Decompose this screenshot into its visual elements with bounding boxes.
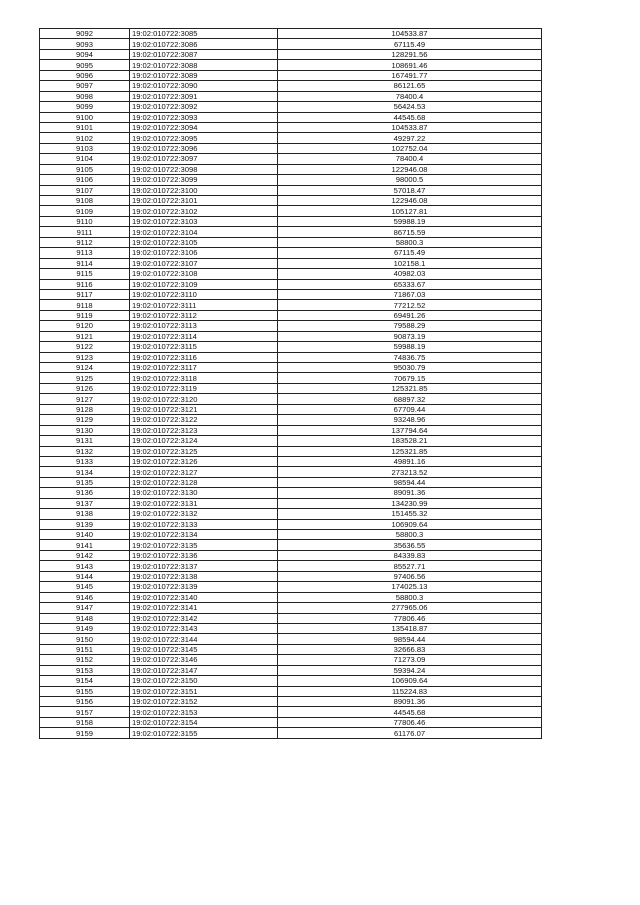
cadastral-number-cell: 19:02:010722:3094 <box>130 122 278 132</box>
row-number-cell: 9108 <box>40 196 130 206</box>
row-number-cell: 9107 <box>40 185 130 195</box>
cadastral-number-cell: 19:02:010722:3115 <box>130 342 278 352</box>
cadastral-number-cell: 19:02:010722:3086 <box>130 39 278 49</box>
cadastral-number-cell: 19:02:010722:3155 <box>130 728 278 738</box>
cadastral-number-cell: 19:02:010722:3142 <box>130 613 278 623</box>
cadastral-number-cell: 19:02:010722:3108 <box>130 269 278 279</box>
cadastral-number-cell: 19:02:010722:3101 <box>130 196 278 206</box>
row-number-cell: 9104 <box>40 154 130 164</box>
table-row <box>40 154 542 164</box>
row-number-cell: 9105 <box>40 164 130 174</box>
value-cell: 78400.4 <box>278 91 542 101</box>
row-number-cell: 9100 <box>40 112 130 122</box>
cadastral-number-cell: 19:02:010722:3100 <box>130 185 278 195</box>
value-cell: 58800.3 <box>278 237 542 247</box>
table-row <box>40 561 542 571</box>
table-row <box>40 613 542 623</box>
row-number-cell: 9143 <box>40 561 130 571</box>
value-cell: 71273.09 <box>278 655 542 665</box>
value-cell: 104533.87 <box>278 122 542 132</box>
table-row <box>40 592 542 602</box>
value-cell: 108691.46 <box>278 60 542 70</box>
value-cell: 78400.4 <box>278 154 542 164</box>
value-cell: 44545.68 <box>278 707 542 717</box>
table-row <box>40 331 542 341</box>
cadastral-number-cell: 19:02:010722:3141 <box>130 603 278 613</box>
cadastral-number-cell: 19:02:010722:3118 <box>130 373 278 383</box>
row-number-cell: 9144 <box>40 571 130 581</box>
cadastral-number-cell: 19:02:010722:3087 <box>130 49 278 59</box>
value-cell: 128291.56 <box>278 49 542 59</box>
table-row <box>40 49 542 59</box>
row-number-cell: 9103 <box>40 143 130 153</box>
row-number-cell: 9111 <box>40 227 130 237</box>
table-row <box>40 686 542 696</box>
row-number-cell: 9158 <box>40 717 130 727</box>
value-cell: 174025.13 <box>278 582 542 592</box>
cadastral-number-cell: 19:02:010722:3111 <box>130 300 278 310</box>
table-row <box>40 603 542 613</box>
table-row <box>40 342 542 352</box>
table-row <box>40 477 542 487</box>
value-cell: 49891.16 <box>278 456 542 466</box>
cadastral-number-cell: 19:02:010722:3132 <box>130 509 278 519</box>
value-cell: 102752.04 <box>278 143 542 153</box>
row-number-cell: 9150 <box>40 634 130 644</box>
value-cell: 67709.44 <box>278 404 542 414</box>
value-cell: 125321.85 <box>278 446 542 456</box>
value-cell: 69491.26 <box>278 310 542 320</box>
value-cell: 122946.08 <box>278 164 542 174</box>
value-cell: 65333.67 <box>278 279 542 289</box>
row-number-cell: 9135 <box>40 477 130 487</box>
value-cell: 98594.44 <box>278 477 542 487</box>
cadastral-number-cell: 19:02:010722:3126 <box>130 456 278 466</box>
value-cell: 86715.59 <box>278 227 542 237</box>
cadastral-number-cell: 19:02:010722:3092 <box>130 102 278 112</box>
cadastral-number-cell: 19:02:010722:3093 <box>130 112 278 122</box>
value-cell: 49297.22 <box>278 133 542 143</box>
table-row <box>40 676 542 686</box>
cadastral-number-cell: 19:02:010722:3090 <box>130 81 278 91</box>
cadastral-number-cell: 19:02:010722:3096 <box>130 143 278 153</box>
row-number-cell: 9130 <box>40 425 130 435</box>
cadastral-number-cell: 19:02:010722:3122 <box>130 415 278 425</box>
value-cell: 84339.83 <box>278 550 542 560</box>
value-cell: 79588.29 <box>278 321 542 331</box>
table-row <box>40 321 542 331</box>
table-row <box>40 363 542 373</box>
table-row <box>40 216 542 226</box>
value-cell: 89091.36 <box>278 697 542 707</box>
cadastral-number-cell: 19:02:010722:3116 <box>130 352 278 362</box>
table-row <box>40 707 542 717</box>
value-cell: 77806.46 <box>278 613 542 623</box>
row-number-cell: 9151 <box>40 644 130 654</box>
row-number-cell: 9097 <box>40 81 130 91</box>
row-number-cell: 9114 <box>40 258 130 268</box>
cadastral-number-cell: 19:02:010722:3110 <box>130 289 278 299</box>
row-number-cell: 9131 <box>40 436 130 446</box>
cadastral-number-cell: 19:02:010722:3124 <box>130 436 278 446</box>
table-row <box>40 122 542 132</box>
row-number-cell: 9133 <box>40 456 130 466</box>
table-row <box>40 91 542 101</box>
table-row <box>40 81 542 91</box>
value-cell: 93248.96 <box>278 415 542 425</box>
row-number-cell: 9096 <box>40 70 130 80</box>
cadastral-number-cell: 19:02:010722:3140 <box>130 592 278 602</box>
row-number-cell: 9138 <box>40 509 130 519</box>
row-number-cell: 9152 <box>40 655 130 665</box>
value-cell: 273213.52 <box>278 467 542 477</box>
table-row <box>40 446 542 456</box>
value-cell: 68897.32 <box>278 394 542 404</box>
cadastral-number-cell: 19:02:010722:3133 <box>130 519 278 529</box>
table-row <box>40 404 542 414</box>
table-row <box>40 383 542 393</box>
row-number-cell: 9153 <box>40 665 130 675</box>
cadastral-number-cell: 19:02:010722:3121 <box>130 404 278 414</box>
value-cell: 167491.77 <box>278 70 542 80</box>
value-cell: 40982.03 <box>278 269 542 279</box>
value-cell: 104533.87 <box>278 29 542 39</box>
table-row <box>40 310 542 320</box>
value-cell: 102158.1 <box>278 258 542 268</box>
row-number-cell: 9127 <box>40 394 130 404</box>
cadastral-number-cell: 19:02:010722:3098 <box>130 164 278 174</box>
row-number-cell: 9156 <box>40 697 130 707</box>
cadastral-number-cell: 19:02:010722:3117 <box>130 363 278 373</box>
value-cell: 58800.3 <box>278 592 542 602</box>
cadastral-number-cell: 19:02:010722:3123 <box>130 425 278 435</box>
value-cell: 70679.15 <box>278 373 542 383</box>
table-row <box>40 498 542 508</box>
row-number-cell: 9106 <box>40 175 130 185</box>
cadastral-number-cell: 19:02:010722:3139 <box>130 582 278 592</box>
table-row <box>40 488 542 498</box>
cadastral-number-cell: 19:02:010722:3147 <box>130 665 278 675</box>
value-cell: 67115.49 <box>278 39 542 49</box>
table-row <box>40 185 542 195</box>
row-number-cell: 9159 <box>40 728 130 738</box>
value-cell: 151455.32 <box>278 509 542 519</box>
cadastral-number-cell: 19:02:010722:3137 <box>130 561 278 571</box>
value-cell: 105127.81 <box>278 206 542 216</box>
table-row <box>40 697 542 707</box>
row-number-cell: 9126 <box>40 383 130 393</box>
value-cell: 106909.64 <box>278 676 542 686</box>
table-row <box>40 540 542 550</box>
value-cell: 135418.87 <box>278 623 542 633</box>
row-number-cell: 9157 <box>40 707 130 717</box>
row-number-cell: 9142 <box>40 550 130 560</box>
table-row <box>40 279 542 289</box>
row-number-cell: 9148 <box>40 613 130 623</box>
value-cell: 97406.56 <box>278 571 542 581</box>
cadastral-number-cell: 19:02:010722:3114 <box>130 331 278 341</box>
value-cell: 59988.19 <box>278 342 542 352</box>
table-row <box>40 196 542 206</box>
value-cell: 115224.83 <box>278 686 542 696</box>
table-row <box>40 70 542 80</box>
row-number-cell: 9132 <box>40 446 130 456</box>
cadastral-number-cell: 19:02:010722:3097 <box>130 154 278 164</box>
row-number-cell: 9099 <box>40 102 130 112</box>
row-number-cell: 9094 <box>40 49 130 59</box>
value-cell: 58800.3 <box>278 530 542 540</box>
row-number-cell: 9141 <box>40 540 130 550</box>
cadastral-number-cell: 19:02:010722:3154 <box>130 717 278 727</box>
table-row <box>40 112 542 122</box>
cadastral-number-cell: 19:02:010722:3146 <box>130 655 278 665</box>
cadastral-number-cell: 19:02:010722:3119 <box>130 383 278 393</box>
row-number-cell: 9124 <box>40 363 130 373</box>
table-row <box>40 102 542 112</box>
cadastral-number-cell: 19:02:010722:3091 <box>130 91 278 101</box>
row-number-cell: 9102 <box>40 133 130 143</box>
value-cell: 32666.83 <box>278 644 542 654</box>
value-cell: 59988.19 <box>278 216 542 226</box>
cadastral-number-cell: 19:02:010722:3152 <box>130 697 278 707</box>
row-number-cell: 9112 <box>40 237 130 247</box>
row-number-cell: 9098 <box>40 91 130 101</box>
table-row <box>40 519 542 529</box>
row-number-cell: 9117 <box>40 289 130 299</box>
table-row <box>40 665 542 675</box>
row-number-cell: 9140 <box>40 530 130 540</box>
table-row <box>40 373 542 383</box>
table-row <box>40 467 542 477</box>
cadastral-number-cell: 19:02:010722:3127 <box>130 467 278 477</box>
value-cell: 277965.06 <box>278 603 542 613</box>
table-row <box>40 550 542 560</box>
table-row <box>40 227 542 237</box>
cadastral-number-cell: 19:02:010722:3136 <box>130 550 278 560</box>
row-number-cell: 9146 <box>40 592 130 602</box>
table-row <box>40 248 542 258</box>
value-cell: 86121.65 <box>278 81 542 91</box>
table-row <box>40 60 542 70</box>
table-row <box>40 133 542 143</box>
value-cell: 71867.03 <box>278 289 542 299</box>
value-cell: 89091.36 <box>278 488 542 498</box>
cadastral-number-cell: 19:02:010722:3143 <box>130 623 278 633</box>
row-number-cell: 9134 <box>40 467 130 477</box>
value-cell: 98594.44 <box>278 634 542 644</box>
value-cell: 77806.46 <box>278 717 542 727</box>
table-row <box>40 530 542 540</box>
cadastral-number-cell: 19:02:010722:3109 <box>130 279 278 289</box>
value-cell: 90873.19 <box>278 331 542 341</box>
table-row <box>40 623 542 633</box>
cadastral-number-cell: 19:02:010722:3085 <box>130 29 278 39</box>
value-cell: 57018.47 <box>278 185 542 195</box>
row-number-cell: 9116 <box>40 279 130 289</box>
value-cell: 95030.79 <box>278 363 542 373</box>
cadastral-number-cell: 19:02:010722:3102 <box>130 206 278 216</box>
row-number-cell: 9128 <box>40 404 130 414</box>
cadastral-number-cell: 19:02:010722:3104 <box>130 227 278 237</box>
cadastral-number-cell: 19:02:010722:3107 <box>130 258 278 268</box>
table-body <box>40 29 542 739</box>
table-row <box>40 655 542 665</box>
data-table <box>39 28 542 739</box>
cadastral-number-cell: 19:02:010722:3135 <box>130 540 278 550</box>
row-number-cell: 9120 <box>40 321 130 331</box>
value-cell: 61176.07 <box>278 728 542 738</box>
table-row <box>40 436 542 446</box>
row-number-cell: 9095 <box>40 60 130 70</box>
table-row <box>40 29 542 39</box>
value-cell: 74836.75 <box>278 352 542 362</box>
value-cell: 85527.71 <box>278 561 542 571</box>
value-cell: 56424.53 <box>278 102 542 112</box>
cadastral-number-cell: 19:02:010722:3103 <box>130 216 278 226</box>
row-number-cell: 9101 <box>40 122 130 132</box>
table-row <box>40 634 542 644</box>
table-row <box>40 425 542 435</box>
table-row <box>40 289 542 299</box>
row-number-cell: 9118 <box>40 300 130 310</box>
table-row <box>40 269 542 279</box>
value-cell: 125321.85 <box>278 383 542 393</box>
table-row <box>40 237 542 247</box>
cadastral-number-cell: 19:02:010722:3113 <box>130 321 278 331</box>
table-row <box>40 394 542 404</box>
table-row <box>40 571 542 581</box>
cadastral-number-cell: 19:02:010722:3144 <box>130 634 278 644</box>
table-row <box>40 352 542 362</box>
row-number-cell: 9115 <box>40 269 130 279</box>
cadastral-number-cell: 19:02:010722:3130 <box>130 488 278 498</box>
table-row <box>40 300 542 310</box>
value-cell: 137794.64 <box>278 425 542 435</box>
row-number-cell: 9093 <box>40 39 130 49</box>
table-row <box>40 39 542 49</box>
table-row <box>40 509 542 519</box>
cadastral-number-cell: 19:02:010722:3151 <box>130 686 278 696</box>
cadastral-number-cell: 19:02:010722:3112 <box>130 310 278 320</box>
row-number-cell: 9129 <box>40 415 130 425</box>
value-cell: 183528.21 <box>278 436 542 446</box>
cadastral-number-cell: 19:02:010722:3088 <box>130 60 278 70</box>
table-row <box>40 728 542 738</box>
table-row <box>40 206 542 216</box>
row-number-cell: 9110 <box>40 216 130 226</box>
row-number-cell: 9155 <box>40 686 130 696</box>
row-number-cell: 9092 <box>40 29 130 39</box>
row-number-cell: 9109 <box>40 206 130 216</box>
cadastral-number-cell: 19:02:010722:3138 <box>130 571 278 581</box>
table-row <box>40 175 542 185</box>
row-number-cell: 9145 <box>40 582 130 592</box>
cadastral-number-cell: 19:02:010722:3105 <box>130 237 278 247</box>
row-number-cell: 9113 <box>40 248 130 258</box>
cadastral-number-cell: 19:02:010722:3150 <box>130 676 278 686</box>
table-row <box>40 644 542 654</box>
cadastral-number-cell: 19:02:010722:3131 <box>130 498 278 508</box>
row-number-cell: 9147 <box>40 603 130 613</box>
table-row <box>40 258 542 268</box>
value-cell: 44545.68 <box>278 112 542 122</box>
cadastral-number-cell: 19:02:010722:3095 <box>130 133 278 143</box>
value-cell: 35636.55 <box>278 540 542 550</box>
row-number-cell: 9154 <box>40 676 130 686</box>
value-cell: 77212.52 <box>278 300 542 310</box>
cadastral-number-cell: 19:02:010722:3145 <box>130 644 278 654</box>
row-number-cell: 9139 <box>40 519 130 529</box>
value-cell: 98000.5 <box>278 175 542 185</box>
row-number-cell: 9121 <box>40 331 130 341</box>
value-cell: 134230.99 <box>278 498 542 508</box>
table-row <box>40 415 542 425</box>
cadastral-number-cell: 19:02:010722:3099 <box>130 175 278 185</box>
cadastral-number-cell: 19:02:010722:3134 <box>130 530 278 540</box>
cadastral-number-cell: 19:02:010722:3106 <box>130 248 278 258</box>
value-cell: 59394.24 <box>278 665 542 675</box>
table-row <box>40 164 542 174</box>
cadastral-number-cell: 19:02:010722:3153 <box>130 707 278 717</box>
table-row <box>40 143 542 153</box>
row-number-cell: 9122 <box>40 342 130 352</box>
cadastral-number-cell: 19:02:010722:3120 <box>130 394 278 404</box>
cadastral-number-cell: 19:02:010722:3125 <box>130 446 278 456</box>
table-row <box>40 717 542 727</box>
row-number-cell: 9137 <box>40 498 130 508</box>
cadastral-number-cell: 19:02:010722:3128 <box>130 477 278 487</box>
value-cell: 106909.64 <box>278 519 542 529</box>
value-cell: 67115.49 <box>278 248 542 258</box>
row-number-cell: 9119 <box>40 310 130 320</box>
table-row <box>40 456 542 466</box>
row-number-cell: 9136 <box>40 488 130 498</box>
row-number-cell: 9149 <box>40 623 130 633</box>
row-number-cell: 9123 <box>40 352 130 362</box>
cadastral-number-cell: 19:02:010722:3089 <box>130 70 278 80</box>
value-cell: 122946.08 <box>278 196 542 206</box>
table-row <box>40 582 542 592</box>
row-number-cell: 9125 <box>40 373 130 383</box>
